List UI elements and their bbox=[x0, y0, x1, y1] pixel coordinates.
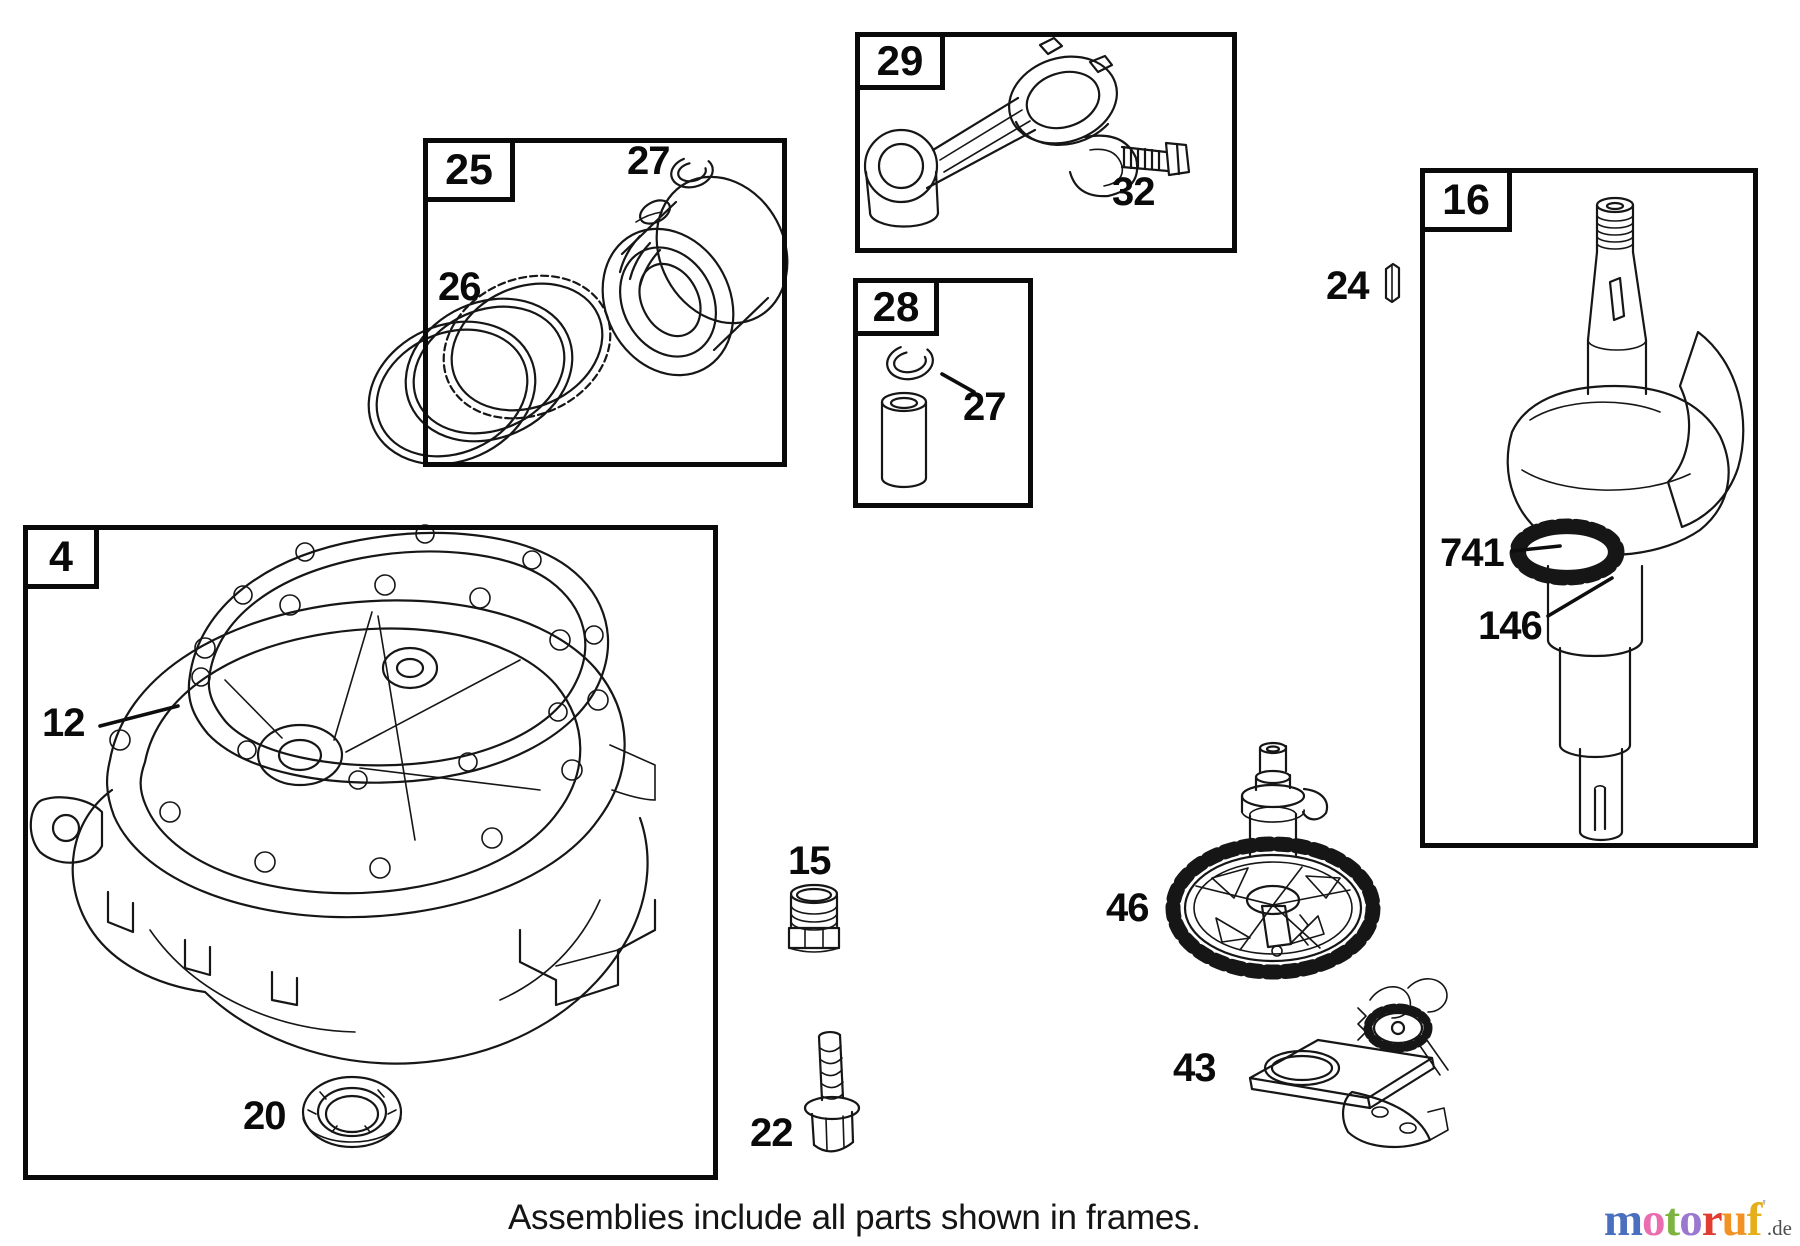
logo-letter: f bbox=[1746, 1194, 1762, 1246]
frame-16-number: 16 bbox=[1420, 168, 1512, 232]
frame-16 bbox=[1420, 168, 1758, 848]
part-label-15: 15 bbox=[788, 839, 831, 883]
part-label-46: 46 bbox=[1106, 886, 1149, 930]
part-label-20: 20 bbox=[243, 1094, 286, 1138]
frame-28-number: 28 bbox=[853, 278, 939, 336]
logo-suffix: .de bbox=[1766, 1216, 1792, 1240]
frame-29-number: 29 bbox=[855, 32, 945, 90]
frame-29 bbox=[855, 32, 1237, 253]
part-label-43: 43 bbox=[1173, 1046, 1216, 1090]
assemblies-caption: Assemblies include all parts shown in frames. bbox=[508, 1198, 1201, 1237]
woodruff-key-drawing bbox=[1386, 264, 1399, 302]
part-label-22: 22 bbox=[750, 1111, 793, 1155]
logo-letter: o bbox=[1679, 1194, 1702, 1246]
logo-wordmark bbox=[1604, 1194, 1761, 1246]
sump-bolt-drawing bbox=[805, 1032, 859, 1151]
logo[interactable] bbox=[1603, 1194, 1792, 1246]
part-label-27-pin: 27 bbox=[963, 385, 1006, 429]
part-label-26: 26 bbox=[438, 265, 481, 309]
part-label-741: 741 bbox=[1440, 531, 1504, 575]
part-label-24: 24 bbox=[1326, 264, 1369, 308]
part-label-32: 32 bbox=[1112, 170, 1155, 214]
camshaft-gear-drawing bbox=[1173, 743, 1373, 972]
oil-drain-plug-drawing bbox=[789, 885, 839, 952]
logo-letter: u bbox=[1721, 1194, 1747, 1246]
part-label-12: 12 bbox=[42, 701, 85, 745]
logo-tick: ' bbox=[1761, 1196, 1767, 1218]
frame-25-number: 25 bbox=[423, 138, 515, 202]
governor-assembly-drawing bbox=[1250, 979, 1448, 1147]
part-label-27-piston: 27 bbox=[627, 139, 670, 183]
logo-letter: t bbox=[1664, 1194, 1680, 1246]
part-label-146: 146 bbox=[1478, 604, 1542, 648]
frame-4 bbox=[23, 525, 718, 1180]
logo-letter: r bbox=[1701, 1194, 1722, 1246]
frame-4-number: 4 bbox=[23, 525, 99, 589]
logo-letter: m bbox=[1603, 1194, 1643, 1246]
frame-28 bbox=[853, 278, 1033, 508]
logo-letter: o bbox=[1642, 1194, 1665, 1246]
